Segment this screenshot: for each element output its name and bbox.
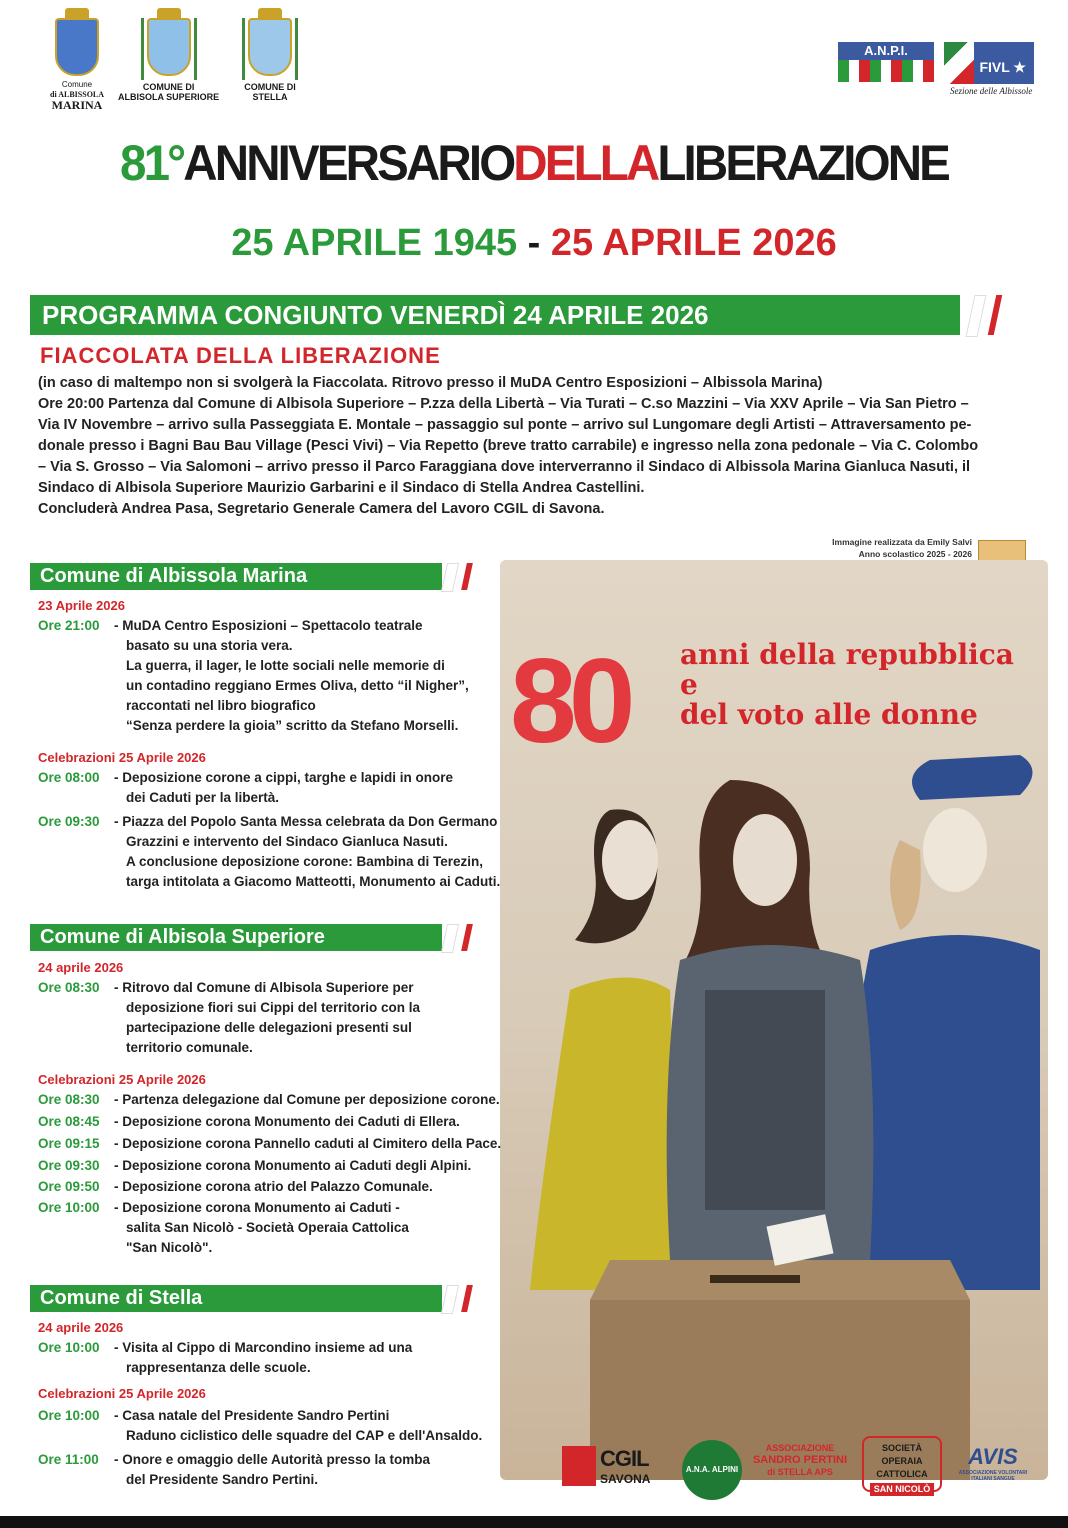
event-item <box>38 1112 508 1132</box>
event-text: - Deposizione corona Pannello caduti al Cimitero della Pace. <box>114 1136 502 1151</box>
fiaccolata-line: – Via S. Grosso – Via Salomoni – arrivo presso il Parco Faraggiana dove interverranno il Sindaco di Albissola Marina Gianluca Nasuti, il <box>38 459 971 475</box>
event-time: Ore 08:30 <box>38 980 100 995</box>
event-time: Ore 08:30 <box>38 1092 100 1107</box>
event-text: "San Nicolò". <box>126 1240 213 1255</box>
avis-logo <box>954 1444 1032 1482</box>
event-item <box>38 616 508 733</box>
anpi-section-name: Sezione delle Albissole <box>950 86 1033 96</box>
section-albisola-superiore <box>30 924 442 951</box>
title-liberazione: LIBERAZIONE <box>657 135 948 191</box>
date-end: 25 APRILE 2026 <box>550 222 837 264</box>
event-text: - Deposizione corone a cippi, targhe e lapidi in onore <box>114 770 454 785</box>
pertini-logo <box>752 1442 848 1478</box>
event-item <box>38 1090 508 1110</box>
avis-label: AVIS <box>968 1444 1018 1469</box>
crest3-line2: STELLA <box>252 92 288 102</box>
event-date: 24 aprile 2026 <box>38 960 124 975</box>
footer-band <box>0 1516 1068 1528</box>
albisola-superiore-crest-icon <box>147 18 191 76</box>
event-text: Grazzini e intervento del Sindaco Gianluca Nasuti. <box>126 834 448 849</box>
event-text: - Piazza del Popolo Santa Messa celebrata da Don Germano <box>114 814 498 829</box>
event-time: Ore 09:30 <box>38 814 100 829</box>
event-date: Celebrazioni 25 Aprile 2026 <box>38 1386 206 1401</box>
crest1-line1: Comune <box>61 80 93 89</box>
event-text: - Partenza delegazione dal Comune per deposizione corone. <box>114 1092 500 1107</box>
programma-label: PROGRAMMA CONGIUNTO VENERDÌ 24 APRILE 2026 <box>42 300 709 330</box>
event-text: - Deposizione corona Monumento ai Caduti degli Alpini. <box>114 1158 472 1173</box>
event-time: Ore 10:00 <box>38 1340 100 1355</box>
pertini-line1: ASSOCIAZIONE <box>765 1443 835 1453</box>
event-text: Raduno ciclistico delle squadre del CAP e dell'Ansaldo. <box>126 1428 483 1443</box>
event-text: - Deposizione corona atrio del Palazzo Comunale. <box>114 1179 433 1194</box>
page-title <box>27 134 1042 192</box>
fivl-label: FIVL <box>979 59 1010 75</box>
event-time: Ore 10:00 <box>38 1200 100 1215</box>
slogan-line1: anni della repubblica <box>680 638 1014 671</box>
slogan-line3: del voto alle donne <box>680 698 978 731</box>
event-time: Ore 11:00 <box>38 1452 99 1467</box>
slogan-line2: e <box>680 668 698 701</box>
fivl-logo: FIVL ★ <box>944 42 1034 84</box>
event-text: salita San Nicolò - Società Operaia Cattolica <box>126 1220 409 1235</box>
alpini-label: A.N.A. ALPINI <box>685 1465 739 1474</box>
event-text: A conclusione deposizione corone: Bambina di Terezin, <box>126 854 484 869</box>
event-text: deposizione fiori sui Cippi del territorio con la <box>126 1000 421 1015</box>
pertini-line2: SANDRO PERTINI <box>752 1454 848 1466</box>
anpi-logo <box>838 42 934 82</box>
section-stella <box>30 1285 442 1312</box>
fiaccolata-description <box>38 373 1038 520</box>
date-range <box>0 222 1068 265</box>
cgil-label: CGIL <box>600 1446 649 1471</box>
section-title: Comune di Albissola Marina <box>40 565 308 587</box>
artwork-slogan <box>680 640 1014 730</box>
crest1-line2: di ALBISSOLA <box>50 90 105 99</box>
fivl-flag-icon <box>944 42 974 84</box>
crest-albissola-marina <box>50 18 104 110</box>
flag-white-stripe <box>966 295 987 337</box>
fiaccolata-title: FIACCOLATA DELLA LIBERAZIONE <box>40 343 441 368</box>
event-text: un contadino reggiano Ermes Oliva, detto “il Nigher”, <box>126 678 469 693</box>
title-anniversario: ANNIVERSARIO <box>183 135 514 191</box>
event-text: - Deposizione corona Monumento dei Caduti di Ellera. <box>114 1114 460 1129</box>
event-item <box>38 1156 508 1176</box>
event-text: La guerra, il lager, le lotte sociali nelle memorie di <box>126 658 445 673</box>
fiaccolata-line: donale presso i Bagni Bau Bau Village (Pesci Vivi) – Via Repetto (breve tratto carrabile) e ingresso nella zona pedonale – Via C. Colombo <box>38 438 979 454</box>
event-item <box>38 812 508 889</box>
event-item <box>38 1338 508 1375</box>
title-number: 81° <box>120 135 184 191</box>
event-time: Ore 09:15 <box>38 1136 100 1151</box>
caption-line: Anno scolastico 2025 - 2026 <box>858 549 972 559</box>
event-item <box>38 1450 508 1487</box>
event-text: dei Caduti per la libertà. <box>126 790 280 805</box>
event-date: 23 Aprile 2026 <box>38 598 125 613</box>
event-text: - Visita al Cippo di Marcondino insieme ad una <box>114 1340 413 1355</box>
crest3-line1: COMUNE DI <box>244 82 296 92</box>
fiaccolata-line: Via IV Novembre – arrivo sulla Passeggiata E. Montale – passaggio sul ponte – arrivo sul Lungomare degli Artisti – Attraversamento pe- <box>38 417 972 433</box>
event-text: - Onore e omaggio delle Autorità presso la tomba <box>114 1452 431 1467</box>
cgil-savona-label: SAVONA <box>600 1472 651 1486</box>
crest2-line1: COMUNE DI <box>142 82 195 92</box>
title-della: DELLA <box>513 135 658 191</box>
event-item <box>38 978 508 1055</box>
event-item <box>38 1406 508 1443</box>
event-text: - Deposizione corona Monumento ai Caduti - <box>114 1200 400 1215</box>
alpini-logo <box>682 1440 742 1500</box>
fiaccolata-line: Sindaco di Albisola Superiore Maurizio Garbarini e il Sindaco di Stella Andrea Castellini. <box>38 480 645 496</box>
societa-line2: CATTOLICA <box>876 1469 928 1479</box>
date-start: 25 APRILE 1945 <box>231 222 518 264</box>
section-title: Comune di Stella <box>40 1287 203 1309</box>
eighty-number: 80 <box>510 634 628 768</box>
crest-stella <box>242 18 298 102</box>
caption-line: Immagine realizzata da Emily Salvi <box>832 537 972 547</box>
event-text: partecipazione delle delegazioni presenti sul <box>126 1020 412 1035</box>
event-text: targa intitolata a Giacomo Matteotti, Monumento ai Caduti. <box>126 874 501 889</box>
event-text: - MuDA Centro Esposizioni – Spettacolo teatrale <box>114 618 423 633</box>
event-text: “Senza perdere la gioia” scritto da Stefano Morselli. <box>126 718 459 733</box>
anpi-flags-icon <box>838 60 934 82</box>
societa-line3: SAN NICOLÒ <box>870 1483 934 1496</box>
crest1-line3: MARINA <box>51 98 103 112</box>
event-text: raccontati nel libro biografico <box>126 698 316 713</box>
stella-crest-icon <box>248 18 292 76</box>
event-text: del Presidente Sandro Pertini. <box>126 1472 319 1487</box>
fiaccolata-line: (in caso di maltempo non si svolgerà la Fiaccolata. Ritrovo presso il MuDA Centro Esposizioni – Albissola Marina) <box>38 375 823 391</box>
event-text: rappresentanza delle scuole. <box>126 1360 311 1375</box>
event-date: Celebrazioni 25 Aprile 2026 <box>38 750 206 765</box>
event-time: Ore 09:50 <box>38 1179 100 1194</box>
albissola-marina-crest-icon <box>55 18 99 76</box>
section-albissola-marina <box>30 563 442 590</box>
societa-operaia-logo <box>862 1436 942 1492</box>
cgil-logo <box>562 1446 662 1490</box>
event-text: - Ritrovo dal Comune di Albisola Superiore per <box>114 980 414 995</box>
crest-albisola-superiore <box>118 18 219 102</box>
section-title: Comune di Albisola Superiore <box>40 926 325 948</box>
fiaccolata-line: Concluderà Andrea Pasa, Segretario Generale Camera del Lavoro CGIL di Savona. <box>38 501 605 517</box>
date-separator: - <box>527 222 541 264</box>
avis-sub-label: ASSOCIAZIONE VOLONTARI ITALIANI SANGUE <box>958 1470 1028 1482</box>
event-text: - Casa natale del Presidente Sandro Pertini <box>114 1408 390 1423</box>
anpi-label: A.N.P.I. <box>838 42 934 60</box>
event-date: 24 aprile 2026 <box>38 1320 124 1335</box>
programma-banner <box>30 295 960 335</box>
event-date: Celebrazioni 25 Aprile 2026 <box>38 1072 206 1087</box>
event-item <box>38 1198 508 1255</box>
event-item <box>38 768 508 805</box>
event-time: Ore 10:00 <box>38 1408 100 1423</box>
event-text: basato su una storia vera. <box>126 638 293 653</box>
event-item <box>38 1177 508 1197</box>
crest2-line2: ALBISOLA SUPERIORE <box>118 92 220 102</box>
event-text: territorio comunale. <box>126 1040 253 1055</box>
event-time: Ore 09:30 <box>38 1158 100 1173</box>
societa-line1: SOCIETÀ OPERAIA <box>881 1443 923 1466</box>
flag-red-stripe <box>988 295 1003 335</box>
fiaccolata-line: Ore 20:00 Partenza dal Comune di Albisola Superiore – P.zza della Libertà – Via Turati – C.so Mazzini – Via XXV Aprile – Via San Pietro – <box>38 396 969 412</box>
cgil-red-square-icon <box>562 1446 596 1486</box>
event-time: Ore 08:45 <box>38 1114 100 1129</box>
pertini-line3: di STELLA APS <box>767 1467 833 1477</box>
event-time: Ore 21:00 <box>38 618 100 633</box>
event-time: Ore 08:00 <box>38 770 100 785</box>
event-item <box>38 1134 508 1154</box>
